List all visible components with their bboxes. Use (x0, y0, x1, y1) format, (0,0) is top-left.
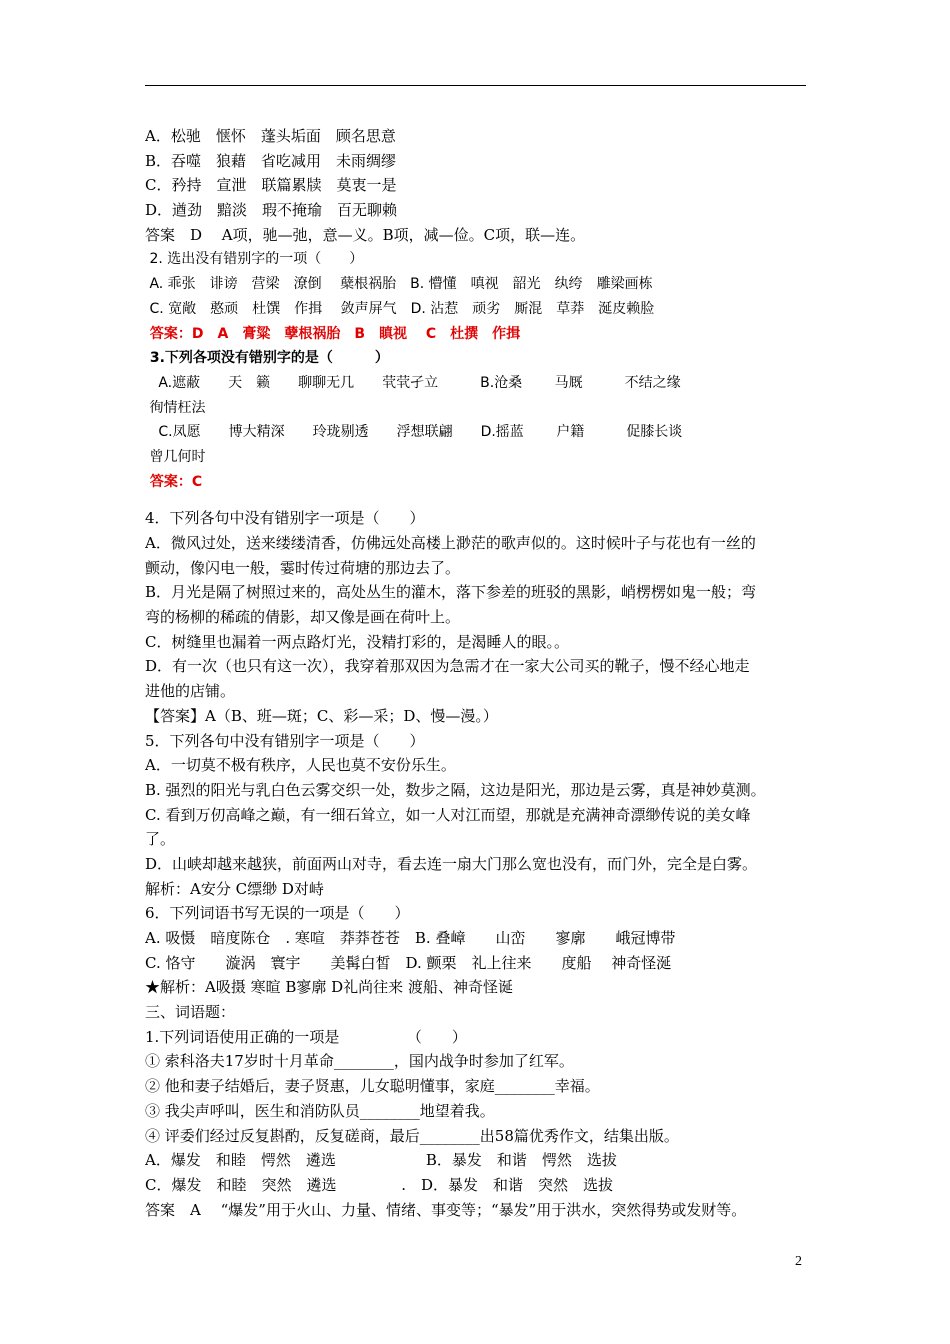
w1-sentence-1: ① 索科洛夫17岁时十月革命________，国内战争时参加了红军。 (145, 1052, 574, 1071)
q5-option-d: D．山峡却越来越狭，前面两山对寺，看去连一扇大门那么宽也没有，而门外，完全是白雾。 (145, 854, 758, 873)
q4-option-c: C．树缝里也漏着一两点路灯光，没精打彩的，是渴睡人的眼。。 (145, 632, 569, 651)
q1-option-b: B．吞噬 狼藉 省吃减用 未雨绸缪 (145, 151, 397, 170)
header-rule (145, 85, 806, 86)
q2-options-ab: A. 乖张 诽谤 营梁 潦倒 蘖根祸胎 B. 懵懂 嗔视 韶光 纨绔 雕梁画栋 (145, 276, 653, 293)
q3-options-cd: C.凤愿 博大精深 玲珑剔透 浮想联翩 D.摇蓝 户籍 促膝长谈 (145, 424, 683, 441)
section-3-heading: 三、词语题： (145, 1003, 236, 1022)
q4-option-d-line2: 进他的店铺。 (145, 682, 236, 701)
q1-option-a: A．松驰 惬怀 蓬头垢面 顾名思意 (145, 127, 396, 145)
q4-question: 4．下列各句中没有错别字一项是（ ） (145, 509, 425, 528)
q6-options-ab: A. 吸慑 暗度陈仓 . 寒喧 莽莽苍苍 B. 叠嶂 山峦 寥廓 峨冠博带 (145, 929, 676, 947)
w1-answer: 答案 A “爆发”用于火山、力量、情绪、事变等；“暴发”用于洪水，突然得势或发财等。 (145, 1200, 747, 1219)
q4-answer: 【答案】A（B、班—斑；C、彩—采；D、慢—漫。） (145, 706, 498, 725)
w1-options-ab: A．爆发 和睦 愕然 遴选 B．暴发 和谐 愕然 选拔 (145, 1151, 617, 1170)
q3-options-ab-cont: 徇情枉法 (145, 399, 206, 416)
q6-question: 6．下列词语书写无误的一项是（ ） (145, 904, 410, 923)
q4-option-a-line2: 颤动，像闪电一般，霎时传过荷塘的那边去了。 (145, 558, 461, 577)
q4-option-d-line1: D．有一次（也只有这一次），我穿着那双因为急需才在一家大公司买的靴子，慢不经心地走 (145, 657, 750, 676)
q3-answer: 答案：C (145, 473, 203, 490)
q6-options-cd: C. 恪守 漩涡 寰宇 美髯白皙 D. 颤栗 礼上往来 度船 神奇怪涎 (145, 953, 672, 972)
q1-option-d: D．遒劲 黯淡 瑕不掩瑜 百无聊赖 (145, 201, 398, 220)
q5-option-a: A．一切莫不极有秩序，人民也莫不安份乐生。 (145, 756, 456, 775)
q3-options-ab: A.遮蔽 天 籁 聊聊无几 茕茕孑立 B.沧桑 马厩 不结之缘 (145, 374, 681, 391)
q3-options-cd-cont: 曾几何时 (145, 448, 206, 465)
q2-question: 2. 选出没有错别字的一项（ ） (145, 251, 364, 268)
w1-sentence-3: ③ 我尖声呼叫，医生和消防队员________地望着我。 (145, 1101, 495, 1120)
q1-answer: 答案 D A项，驰—弛，意—义。B项，减—俭。C项，联—连。 (145, 225, 586, 244)
w1-options-cd: C．爆发 和睦 突然 遴选 . D．暴发 和谐 突然 选拔 (145, 1175, 614, 1194)
q5-option-c-line2: 了。 (145, 830, 176, 849)
q6-analysis: ★解析：A吸摄 寒暄 B寥廓 D礼尚往来 渡船、神奇怪诞 (145, 978, 513, 997)
q4-option-b-line1: B．月光是隔了树照过来的，高处丛生的灌木，落下参差的班驳的黑影，峭楞楞如鬼一般；弯 (145, 583, 757, 602)
w1-question: 1.下列词语使用正确的一项是 （ ） (145, 1027, 467, 1046)
q3-question: 3.下列各项没有错别字的是（ ） (145, 350, 389, 367)
page-number: 2 (795, 1254, 802, 1269)
q5-option-c-line1: C. 看到万仞高峰之巅，有一细石耸立，如一人对江而望，那就是充满神奇漂缈传说的美女峰 (145, 805, 751, 824)
q2-answer: 答案：D A 膏粱 孽根祸胎 B 瞋视 C 杜撰 作揖 (145, 325, 521, 342)
w1-sentence-4: ④ 评委们经过反复斟酌，反复磋商，最后________出58篇优秀作文，结集出版。 (145, 1126, 679, 1145)
document-body (145, 124, 807, 1222)
q1-option-c: C．矜持 宣泄 联篇累牍 莫衷一是 (145, 176, 397, 195)
q5-question: 5．下列各句中没有错别字一项是（ ） (145, 731, 425, 750)
q4-option-a-line1: A．微风过处，送来缕缕清香，仿佛远处高楼上渺茫的歌声似的。这时候叶子与花也有一丝的 (145, 534, 756, 552)
q5-analysis: 解析：A安分 C缥缈 D对峙 (145, 879, 324, 898)
q5-option-b: B. 强烈的阳光与乳白色云雾交织一处，数步之隔，这边是阳光，那边是云雾，真是神妙莫测。 (145, 780, 766, 799)
q4-option-b-line2: 弯的杨柳的稀疏的倩影，却又像是画在荷叶上。 (145, 608, 461, 627)
w1-sentence-2: ② 他和妻子结婚后，妻子贤惠，儿女聪明懂事，家庭________幸福。 (145, 1077, 600, 1096)
q2-options-cd: C. 宽敞 憨顽 杜馔 作揖 敛声屏气 D. 沾惹 顽劣 厮混 草莽 涎皮赖脸 (145, 300, 655, 317)
